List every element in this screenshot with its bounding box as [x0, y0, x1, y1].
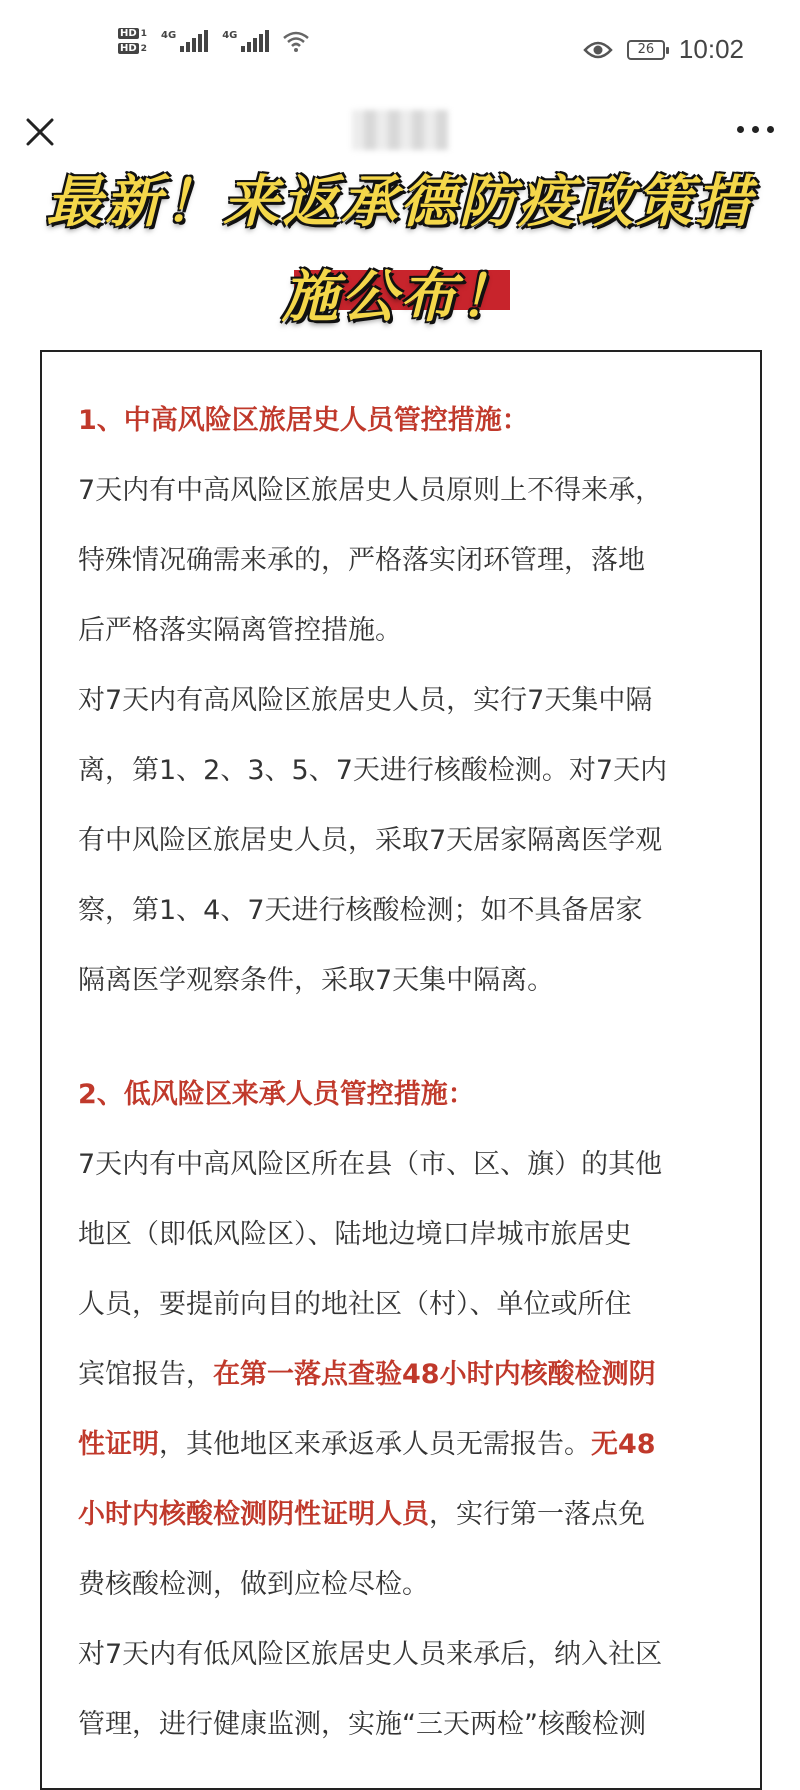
- article-content: [78, 352, 738, 1760]
- hd1-label: HD: [120, 28, 137, 39]
- more-icon-dot: [737, 126, 744, 133]
- net2-label: 4G: [222, 30, 238, 41]
- highlight-text: 在第一落点查验48小时内核酸检测阴: [213, 1359, 656, 1390]
- battery-icon: 26: [627, 40, 665, 60]
- text-run: 宾馆报告，: [78, 1359, 213, 1390]
- section-1-paragraph-2-line: 对7天内有高风险区旅居史人员，实行7天集中隔: [78, 685, 653, 716]
- section-2-line: 管理，进行健康监测，实施“三天两检”核酸检测: [78, 1709, 646, 1740]
- signal-icon-2: [222, 30, 269, 52]
- section-1-title: 1、中高风险区旅居史人员管控措施：: [78, 405, 529, 436]
- section-1-paragraph-1-line: 特殊情况确需来承的，严格落实闭环管理，落地: [78, 545, 645, 576]
- section-1-paragraph-1-line: 7天内有中高风险区旅居史人员原则上不得来承，: [78, 475, 663, 506]
- signal-icon-1: [161, 30, 208, 52]
- section-2-line: 对7天内有低风险区旅居史人员来承后，纳入社区: [78, 1639, 663, 1670]
- article-card: [40, 350, 762, 1790]
- eye-icon: [583, 40, 613, 60]
- highlight-text: 性证明: [78, 1429, 159, 1460]
- section-2-line: [78, 1410, 738, 1480]
- text-run: ，实行第一落点免: [429, 1499, 645, 1530]
- section-1-paragraph-2-line: 离，第1、2、3、5、7天进行核酸检测。对7天内: [78, 755, 668, 786]
- section-2-line: [78, 1340, 738, 1410]
- highlight-text: 小时内核酸检测阴性证明人员: [78, 1499, 429, 1530]
- section-1-paragraph-2-line: 有中风险区旅居史人员，采取7天居家隔离医学观: [78, 825, 663, 856]
- close-button[interactable]: [22, 114, 58, 150]
- section-1-paragraph-1-line: 后严格落实隔离管控措施。: [78, 615, 402, 646]
- headline-line-2: 施公布！: [282, 264, 518, 330]
- status-left: [118, 28, 309, 54]
- clock: 10:02: [678, 34, 744, 64]
- section-2-line: 费核酸检测，做到应检尽检。: [78, 1569, 429, 1600]
- highlight-text: 无48: [591, 1429, 656, 1460]
- section-2-line: 人员，要提前向目的地社区（村）、单位或所住: [78, 1289, 632, 1320]
- close-icon: [22, 114, 58, 150]
- section-1-paragraph-2-line: 隔离医学观察条件，采取7天集中隔离。: [78, 965, 555, 996]
- section-2-line: 地区（即低风险区）、陆地边境口岸城市旅居史: [78, 1219, 632, 1250]
- more-icon-dot: [752, 126, 759, 133]
- net1-label: 4G: [161, 30, 177, 41]
- hd2-sub: 2: [140, 43, 148, 54]
- text-run: ，其他地区来承返承人员无需报告。: [159, 1429, 591, 1460]
- more-icon-dot: [767, 126, 774, 133]
- headline-line-1: 最新！来返承德防疫政策措: [46, 169, 754, 235]
- status-right: [583, 34, 744, 65]
- hd2-label: HD: [120, 43, 137, 54]
- hd1-sub: 1: [140, 28, 148, 39]
- status-bar: [0, 0, 800, 100]
- wifi-icon: [283, 30, 309, 52]
- more-button[interactable]: [737, 126, 774, 133]
- section-2-line: [78, 1480, 738, 1550]
- section-2-line: 7天内有中高风险区所在县（市、区、旗）的其他: [78, 1149, 663, 1180]
- page-title-blurred: [352, 110, 448, 150]
- section-1-paragraph-2-line: 察，第1、4、7天进行核酸检测；如不具备居家: [78, 895, 643, 926]
- hd-indicator: [118, 28, 147, 54]
- section-2-title: 2、低风险区来承人员管控措施：: [78, 1079, 475, 1110]
